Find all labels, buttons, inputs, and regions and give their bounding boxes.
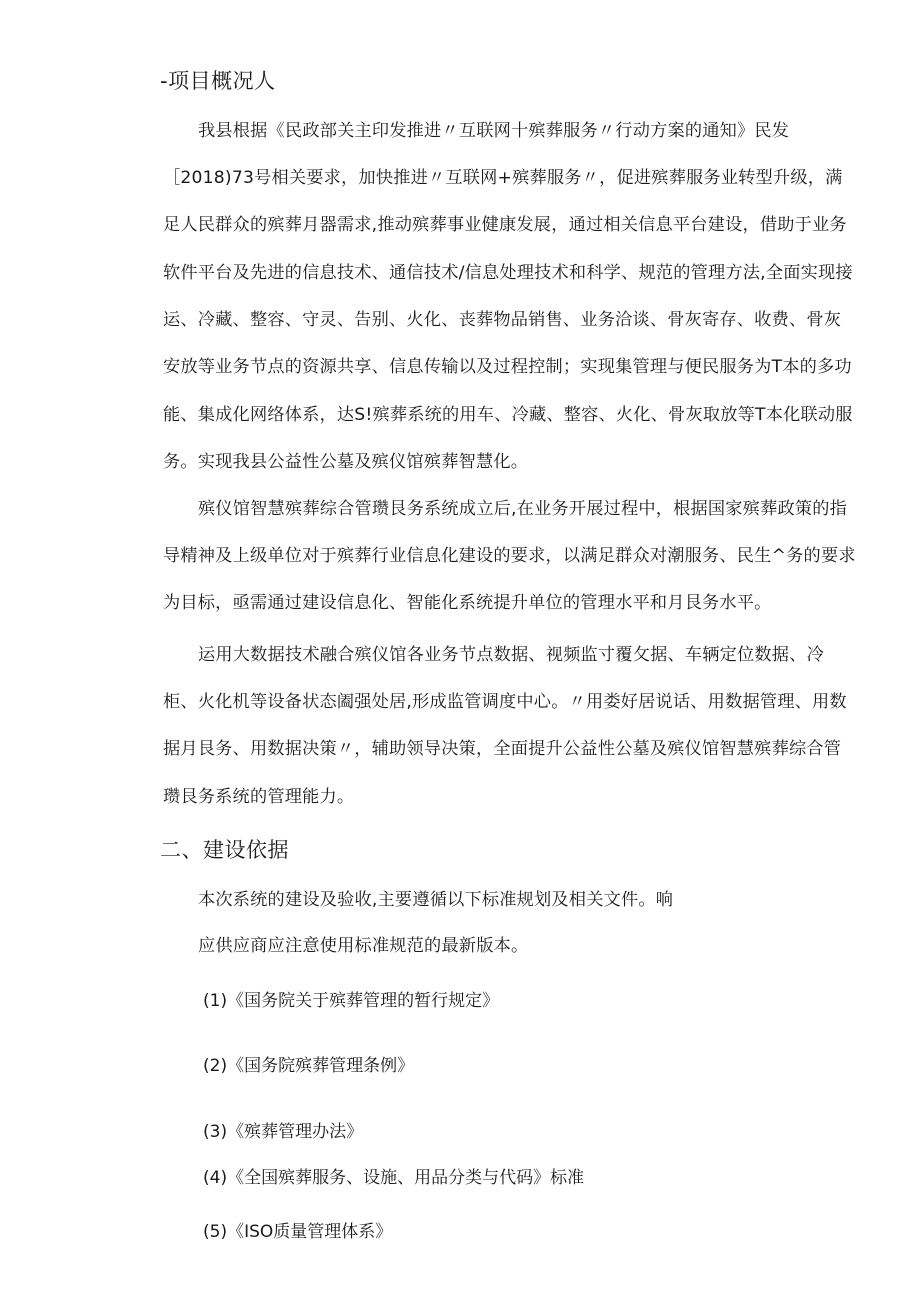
- paragraph-3-line-4: 瓒艮务系统的管理能力。: [163, 787, 355, 807]
- paragraph-1-line-1: 我县根据《民政部关主印发推进〃互联网十殡葬服务〃行动方案的通知》民发: [198, 121, 790, 141]
- reference-item-3: (3)《殡葬管理办法》: [203, 1122, 364, 1142]
- reference-item-2: (2)《国务院殡葬管理条例》: [203, 1056, 415, 1076]
- paragraph-3-line-3: 据月艮务、用数据决策〃，辅助领导决策，全面提升公益性公墓及殡仪馆智慧殡葬综合管: [163, 739, 842, 759]
- paragraph-3-line-1: 运用大数据技术融合殡仪馆各业务节点数据、视频监寸覆攵据、车辆定位数据、冷: [198, 645, 824, 665]
- paragraph-2-line-2: 导精神及上级单位对于殡葬行业信息化建设的要求，以满足群众对潮服务、民生^务的要求: [163, 546, 856, 566]
- section-title-basis: 二、建设依据: [160, 838, 289, 862]
- basis-intro-line-1: 本次系统的建设及验收,主要遵循以下标准规划及相关文件。响: [198, 890, 674, 910]
- paragraph-2-line-1: 殡仪馆智慧殡葬综合管瓒艮务系统成立后,在业务开展过程中，根据国家殡葬政策的指: [198, 499, 848, 519]
- paragraph-1-line-7: 能、集成化网络体系，达S!殡葬系统的用车、冷藏、整容、火化、骨灰取放等T本化联动服: [163, 405, 853, 425]
- paragraph-1-line-8: 务。实现我县公益性公墓及殡仪馆殡葬智慧化。: [163, 452, 529, 472]
- section-title-overview: -项目概况人: [160, 69, 276, 93]
- paragraph-2-line-3: 为目标，亟需通过建设信息化、智能化系统提升单位的管理水平和月艮务水平。: [163, 593, 772, 613]
- paragraph-1-line-4: 软件平台及先进的信息技术、通信技术/信息处理技术和科学、规范的管理方法,全面实现接: [163, 263, 853, 283]
- paragraph-1-line-2: ［2018)73号相关要求，加快推进〃互联网+殡葬服务〃，促进殡葬服务业转型升级，满: [163, 168, 843, 188]
- paragraph-1-line-6: 安放等业务节点的资源共享、信息传输以及过程控制；实现集管理与便民服务为T本的多功: [163, 357, 852, 377]
- paragraph-3-line-2: 柜、火化机等设备状态阖强处居,形成监管调度中心。〃用娄好居说话、用数据管理、用数: [163, 692, 847, 712]
- basis-intro-line-2: 应供应商应注意使用标准规范的最新版本。: [198, 936, 529, 956]
- paragraph-1-line-3: 足人民群众的殡葬月器需求,推动殡葬事业健康发展，通过相关信息平台建设，借助于业务: [163, 215, 847, 235]
- reference-item-4: (4)《全国殡葬服务、设施、用品分类与代码》标准: [203, 1168, 585, 1188]
- paragraph-1-line-5: 运、冷藏、整容、守灵、告别、火化、丧葬物品销售、业务洽谈、骨灰寄存、收费、骨灰: [163, 310, 842, 330]
- reference-item-1: (1)《国务院关于殡葬管理的暂行规定》: [203, 991, 500, 1011]
- reference-item-5: (5)《ISO质量管理体系》: [203, 1222, 393, 1242]
